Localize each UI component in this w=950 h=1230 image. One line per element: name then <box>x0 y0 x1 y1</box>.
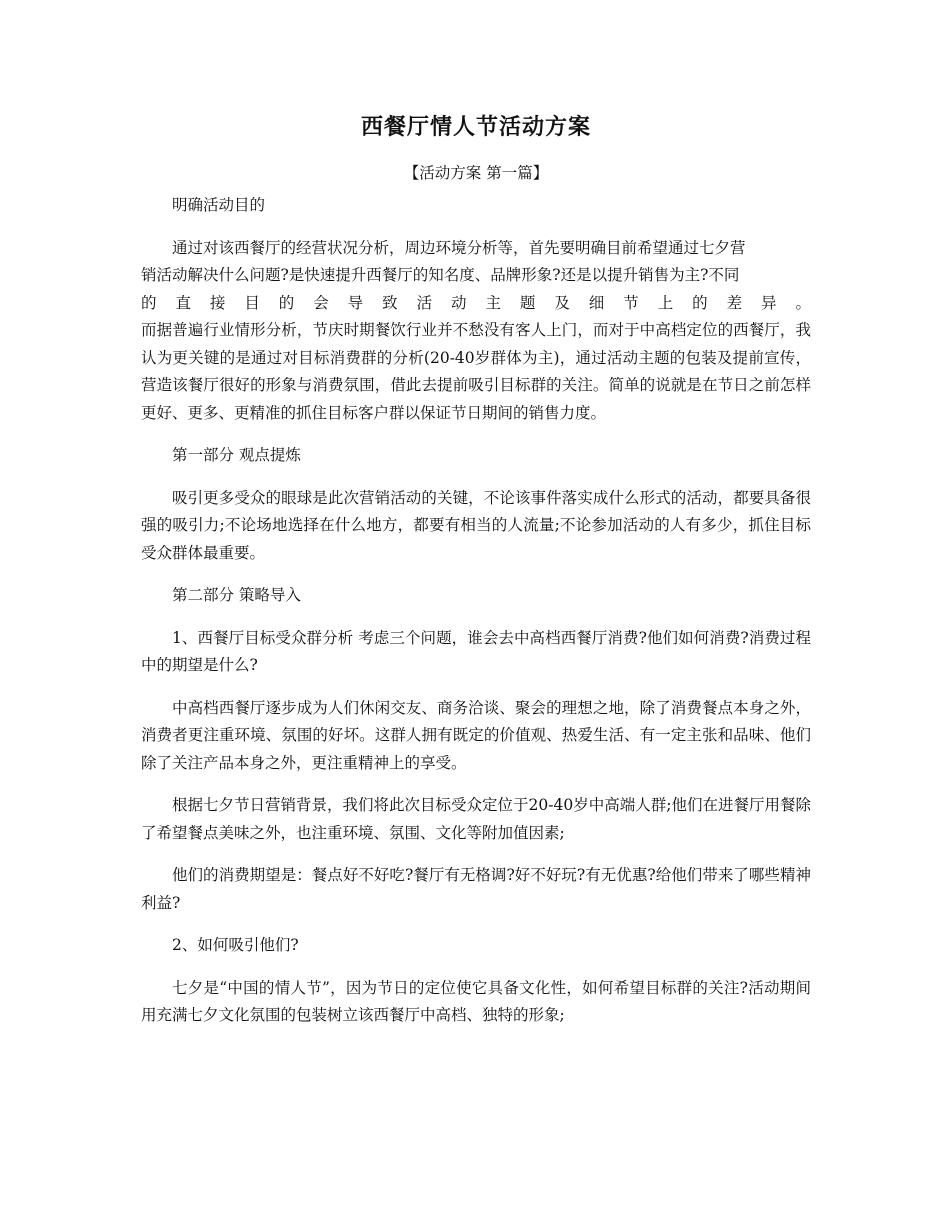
section-heading-part1: 第一部分 观点提炼 <box>172 446 301 464</box>
section-heading-part2: 第二部分 策略导入 <box>172 586 301 604</box>
paragraph-part2-5: 七夕是“中国的情人节”，因为节日的定位使它具备文化性，如何希望目标群的关注?活动期间用充满七夕文化氛围的包装树立该西餐厅中高档、独特的形象; <box>141 978 811 1024</box>
paragraph-part2-3: 根据七夕节日营销背景，我们将此次目标受众定位于20-40岁中高端人群;他们在进餐厅用餐除了希望餐点美味之外，也注重环境、氛围、文化等附加值因素; <box>141 796 811 842</box>
section-heading-goal: 明确活动目的 <box>172 196 266 214</box>
paragraph-part1: 吸引更多受众的眼球是此次营销活动的关键，不论该事件落实成什么形式的活动，都要具备很强的吸引力;不论场地选择在什么地方，都要有相当的人流量;不论参加活动的人有多少，抓住目标受众群体最重要。 <box>141 488 811 562</box>
paragraph-part2-2: 中高档西餐厅逐步成为人们休闲交友、商务洽谈、聚会的理想之地，除了消费餐点本身之外，消费者更注重环境、氛围的好坏。这群人拥有既定的价值观、热爱生活、有一定主张和品味、他们除了关注产品本身之外，更注重精神上的享受。 <box>141 698 811 772</box>
paragraph-part2-question: 2、如何吸引他们? <box>172 936 299 954</box>
paragraph-part2-4: 他们的消费期望是：餐点好不好吃?餐厅有无格调?好不好玩?有无优惠?给他们带来了哪些精神利益? <box>141 866 811 912</box>
paragraph-goal <box>141 235 811 428</box>
document-subtitle: 【活动方案 第一篇】 <box>403 164 549 182</box>
paragraph-text: 而据普遍行业情形分析，节庆时期餐饮行业并不愁没有客人上门，而对于中高档定位的西餐厅，我认为更关键的是通过对目标消费群的分析(20-40岁群体为主)，通过活动主题的包装及提前宣传，营造该餐厅很好的形象与消费氛围，借此去提前吸引目标群的关注。简单的说就是在节日之前怎样更好、更多、更精准的抓住目标客户群以保证节日期间的销售力度。 <box>141 321 811 422</box>
paragraph-line: 的 直 接 目 的 会 导 致 活 动 主 题 及 细 节 上 的 差 异 。 <box>141 293 811 312</box>
paragraph-line: 销活动解决什么问题?是快速提升西餐厅的知名度、品牌形象?还是以提升销售为主?不同 <box>141 266 740 284</box>
paragraph-line: 通过对该西餐厅的经营状况分析，周边环境分析等，首先要明确目前希望通过七夕营 <box>172 238 746 257</box>
paragraph-part2-1: 1、西餐厅目标受众群分析 考虑三个问题，谁会去中高档西餐厅消费?他们如何消费?消费过程中的期望是什么? <box>141 628 811 674</box>
document-page <box>141 108 811 1030</box>
document-title: 西餐厅情人节活动方案 <box>360 114 591 140</box>
